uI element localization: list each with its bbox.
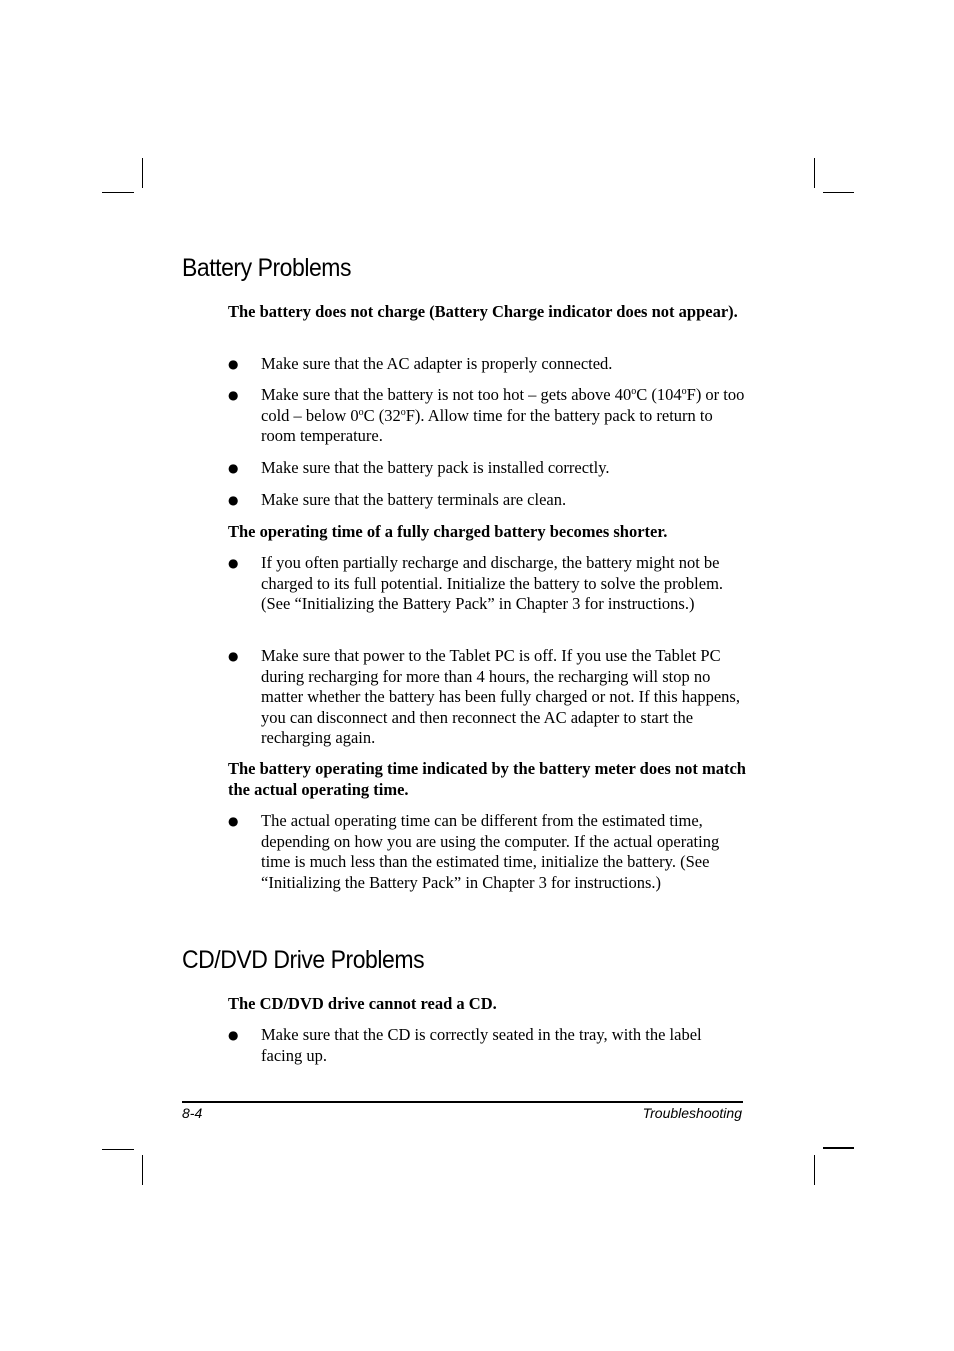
bullet-icon: ● (228, 649, 239, 663)
crop-mark (823, 192, 854, 193)
list-item-text: Make sure that the battery terminals are clean. (261, 490, 567, 509)
footer-rule (182, 1101, 743, 1103)
bullet-icon: ● (228, 493, 239, 507)
chapter-name: Troubleshooting (642, 1105, 742, 1121)
list-item-text: Make sure that the battery is not too hot – gets above 40$^o$C (104$^o$F) or too cold – below 0$^o$C (32$^o$F). Allow time for the battery pack to return to room temperature. (261, 385, 745, 445)
bullet-icon: ● (228, 461, 239, 475)
crop-mark (142, 1155, 143, 1185)
crop-mark (102, 192, 134, 193)
crop-mark (814, 1155, 815, 1185)
bullet-icon: ● (228, 1028, 239, 1042)
crop-mark (142, 158, 143, 188)
crop-mark (823, 1147, 854, 1149)
list-item-text: The actual operating time can be different from the estimated time, depending on how you are using the computer. If the actual operating time is much less than the estimated time, initialize the battery. (See “Initializing the Battery Pack” in Chapter 3 for instructions.) (261, 811, 720, 892)
section-title-battery: Battery Problems (182, 254, 352, 282)
list-item-text: Make sure that the AC adapter is properly connected. (261, 354, 613, 373)
crop-mark (102, 1149, 134, 1150)
page-number: 8-4 (182, 1105, 203, 1121)
bullet-icon: ● (228, 388, 239, 402)
bullet-icon: ● (228, 814, 239, 828)
list-item-text: Make sure that the battery pack is installed correctly. (261, 458, 610, 477)
list-item-text: Make sure that the CD is correctly seated in the tray, with the label facing up. (261, 1025, 702, 1065)
question-shorter-time: The operating time of a fully charged battery becomes shorter. (228, 522, 668, 541)
question-cd-cannot-read: The CD/DVD drive cannot read a CD. (228, 994, 497, 1013)
question-meter-mismatch: The battery operating time indicated by the battery meter does not match the actual operating time. (228, 759, 746, 799)
bullet-icon: ● (228, 556, 239, 570)
crop-mark (814, 158, 815, 188)
list-item-text: If you often partially recharge and discharge, the battery might not be charged to its full potential. Initialize the battery to solve the problem. (See “Initializing the Battery Pack” in Chapter 3 for instructions.) (261, 553, 724, 613)
question-not-charge: The battery does not charge (Battery Charge indicator does not appear). (228, 302, 738, 321)
bullet-icon: ● (228, 357, 239, 371)
list-item-text: Make sure that power to the Tablet PC is off. If you use the Tablet PC during recharging for more than 4 hours, the recharging will stop no matter whether the battery has been fully charged or not. If this happens, you can disconnect and then reconnect the AC adapter to start the recharging again. (261, 646, 740, 747)
section-title-cd-dvd: CD/DVD Drive Problems (182, 946, 425, 974)
